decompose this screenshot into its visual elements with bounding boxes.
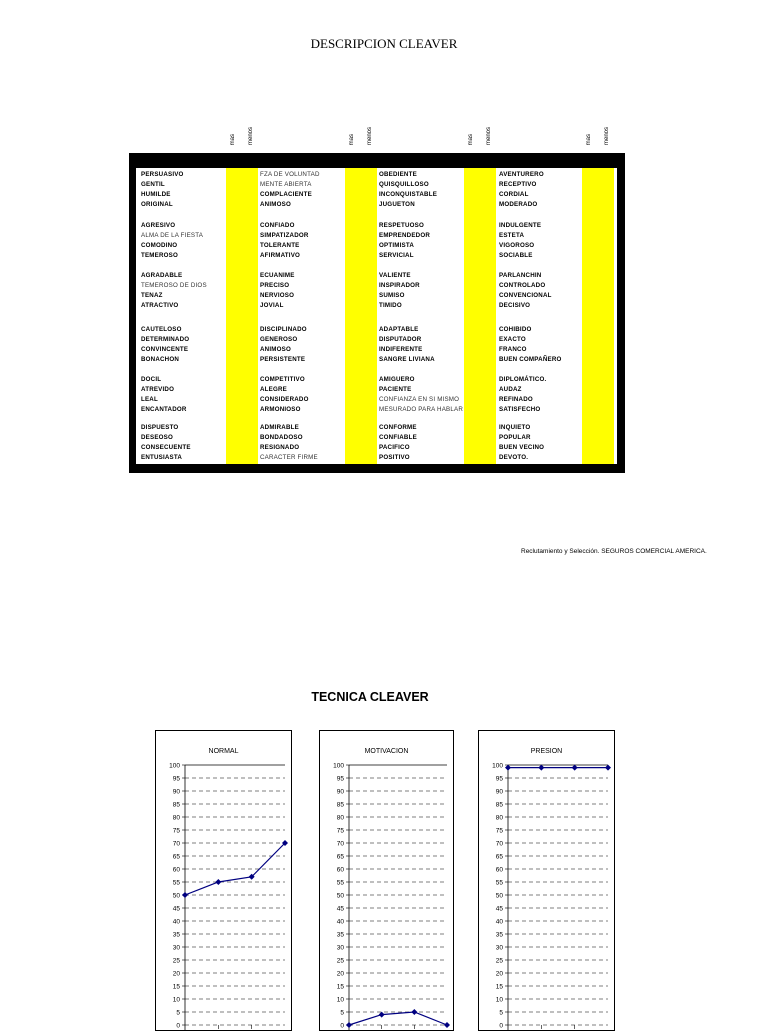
y-tick-label: 10 bbox=[336, 996, 344, 1004]
y-tick-label: 45 bbox=[336, 905, 344, 913]
adjective-word: INSPIRADOR bbox=[379, 282, 420, 289]
y-tick-label: 50 bbox=[336, 892, 344, 900]
y-tick-label: 70 bbox=[495, 840, 503, 848]
y-tick-label: 90 bbox=[172, 788, 180, 796]
y-tick-label: 75 bbox=[495, 827, 503, 835]
adjective-word: DECISIVO bbox=[499, 302, 531, 309]
adjective-word: JUGUETON bbox=[379, 201, 415, 208]
adjective-word: COHIBIDO bbox=[499, 326, 532, 333]
data-point bbox=[538, 765, 544, 771]
y-tick-label: 100 bbox=[333, 762, 344, 770]
adjective-word: ENCANTADOR bbox=[141, 406, 187, 413]
adjective-word: DISPUTADOR bbox=[379, 336, 422, 343]
adjective-word: VALIENTE bbox=[379, 272, 411, 279]
adjective-word: SERVICIAL bbox=[379, 252, 414, 259]
chart-plot bbox=[479, 731, 614, 1030]
adjective-word: RESIGNADO bbox=[260, 444, 300, 451]
y-tick-label: 20 bbox=[172, 970, 180, 978]
y-tick-label: 85 bbox=[336, 801, 344, 809]
adjective-word: BUEN COMPAÑERO bbox=[499, 356, 562, 363]
adjective-word: SIMPATIZADOR bbox=[260, 232, 309, 239]
data-point bbox=[572, 765, 578, 771]
y-tick-label: 75 bbox=[172, 827, 180, 835]
y-tick-label: 45 bbox=[495, 905, 503, 913]
y-tick-label: 5 bbox=[340, 1009, 344, 1017]
chart-plot bbox=[320, 731, 453, 1030]
y-tick-label: 100 bbox=[169, 762, 180, 770]
adjective-word: CONTROLADO bbox=[499, 282, 546, 289]
adjective-word: CARACTER FIRME bbox=[260, 454, 318, 461]
y-tick-label: 55 bbox=[495, 879, 503, 887]
adjective-word: ADAPTABLE bbox=[379, 326, 419, 333]
document-title: DESCRIPCION CLEAVER bbox=[310, 36, 458, 51]
y-tick-label: 80 bbox=[336, 814, 344, 822]
y-tick-label: 95 bbox=[336, 775, 344, 783]
y-tick-label: 40 bbox=[336, 918, 344, 926]
header-menos: menos bbox=[367, 127, 373, 146]
adjective-word: FRANCO bbox=[499, 346, 527, 353]
adjective-word: DISCIPLINADO bbox=[260, 326, 307, 333]
adjective-word: COMPLACIENTE bbox=[260, 191, 312, 198]
y-tick-label: 80 bbox=[172, 814, 180, 822]
adjective-word: HUMILDE bbox=[141, 191, 171, 198]
y-tick-label: 65 bbox=[172, 853, 180, 861]
y-tick-label: 30 bbox=[495, 944, 503, 952]
adjective-word: AUDAZ bbox=[499, 386, 522, 393]
adjective-word: ATRACTIVO bbox=[141, 302, 179, 309]
y-tick-label: 85 bbox=[172, 801, 180, 809]
y-tick-label: 35 bbox=[336, 931, 344, 939]
y-tick-label: 60 bbox=[495, 866, 503, 874]
y-tick-label: 10 bbox=[172, 996, 180, 1004]
y-tick-label: 35 bbox=[172, 931, 180, 939]
section-title: TECNICA CLEAVER bbox=[311, 690, 429, 704]
adjective-word: NERVIOSO bbox=[260, 292, 295, 299]
adjective-word: RECEPTIVO bbox=[499, 181, 537, 188]
footer-credit: Reclutamiento y Selección. SEGUROS COMERCIAL AMERICA. bbox=[521, 548, 707, 555]
adjective-word: PRECISO bbox=[260, 282, 290, 289]
adjective-word: PACIFICO bbox=[379, 444, 410, 451]
data-point bbox=[215, 879, 221, 885]
adjective-word: POPULAR bbox=[499, 434, 531, 441]
adjective-word: DIPLOMÁTICO. bbox=[499, 376, 547, 383]
adjective-word: INQUIETO bbox=[499, 424, 531, 431]
adjective-word: EMPRENDEDOR bbox=[379, 232, 431, 239]
y-tick-label: 15 bbox=[336, 983, 344, 991]
adjective-word: GENTIL bbox=[141, 181, 165, 188]
chart-title: PRESION bbox=[530, 748, 563, 755]
adjective-word: DOCIL bbox=[141, 376, 162, 383]
chart-motivacion bbox=[319, 730, 454, 1031]
header-mas: mas bbox=[230, 134, 236, 146]
adjective-word: DISPUESTO bbox=[141, 424, 179, 431]
y-tick-label: 90 bbox=[495, 788, 503, 796]
y-tick-label: 60 bbox=[336, 866, 344, 874]
adjective-word: QUISQUILLOSO bbox=[379, 181, 429, 188]
adjective-word: ESTETA bbox=[499, 232, 525, 239]
y-tick-label: 65 bbox=[336, 853, 344, 861]
y-tick-label: 75 bbox=[336, 827, 344, 835]
header-menos: menos bbox=[486, 127, 492, 146]
y-tick-label: 95 bbox=[172, 775, 180, 783]
adjective-word: CAUTELOSO bbox=[141, 326, 182, 333]
adjective-word: EXACTO bbox=[499, 336, 526, 343]
adjective-word: SUMISO bbox=[379, 292, 405, 299]
adjective-word: TENAZ bbox=[141, 292, 163, 299]
adjective-word: TEMEROSO bbox=[141, 252, 179, 259]
adjective-word: AGRESIVO bbox=[141, 222, 176, 229]
adjective-word: BUEN VECINO bbox=[499, 444, 545, 451]
yellow-answer-column[interactable] bbox=[582, 168, 614, 464]
y-tick-label: 0 bbox=[340, 1022, 344, 1030]
data-point bbox=[346, 1022, 352, 1028]
adjective-word: TOLERANTE bbox=[260, 242, 300, 249]
y-tick-label: 85 bbox=[495, 801, 503, 809]
adjective-word: DETERMINADO bbox=[141, 336, 190, 343]
adjective-word: TIMIDO bbox=[379, 302, 402, 309]
y-tick-label: 95 bbox=[495, 775, 503, 783]
y-tick-label: 80 bbox=[495, 814, 503, 822]
adjective-word: CONFORME bbox=[379, 424, 417, 431]
yellow-answer-column[interactable] bbox=[345, 168, 377, 464]
adjective-word: BONACHON bbox=[141, 356, 180, 363]
y-tick-label: 100 bbox=[492, 762, 503, 770]
y-tick-label: 30 bbox=[336, 944, 344, 952]
y-tick-label: 15 bbox=[495, 983, 503, 991]
yellow-answer-column[interactable] bbox=[226, 168, 258, 464]
y-tick-label: 30 bbox=[172, 944, 180, 952]
chart-title: NORMAL bbox=[208, 748, 239, 755]
adjective-word: ALMA DE LA FIESTA bbox=[141, 232, 204, 239]
y-tick-label: 60 bbox=[172, 866, 180, 874]
y-tick-label: 50 bbox=[172, 892, 180, 900]
y-tick-label: 35 bbox=[495, 931, 503, 939]
y-tick-label: 5 bbox=[499, 1009, 503, 1017]
adjective-word: SOCIABLE bbox=[499, 252, 533, 259]
adjective-word: AFIRMATIVO bbox=[260, 252, 301, 259]
adjective-word: RESPETUOSO bbox=[379, 222, 424, 229]
adjective-word: MENTE ABIERTA bbox=[260, 181, 312, 188]
chart-normal bbox=[155, 730, 292, 1031]
adjective-word: AMIGUERO bbox=[379, 376, 415, 383]
y-tick-label: 25 bbox=[172, 957, 180, 965]
data-point bbox=[411, 1009, 417, 1015]
adjective-word: ARMONIOSO bbox=[260, 406, 301, 413]
adjective-word: INDULGENTE bbox=[499, 222, 542, 229]
y-tick-label: 20 bbox=[495, 970, 503, 978]
adjective-word: LEAL bbox=[141, 396, 158, 403]
adjective-word: CORDIAL bbox=[499, 191, 529, 198]
adjective-word: FZA DE VOLUNTAD bbox=[260, 171, 320, 178]
adjective-word: INCONQUISTABLE bbox=[379, 191, 438, 198]
data-point bbox=[505, 765, 511, 771]
adjective-word: POSITIVO bbox=[379, 454, 410, 461]
adjective-word: SANGRE LIVIANA bbox=[379, 356, 435, 363]
adjective-word: CONVENCIONAL bbox=[499, 292, 552, 299]
y-tick-label: 15 bbox=[172, 983, 180, 991]
adjective-word: PERSUASIVO bbox=[141, 171, 184, 178]
adjective-word: JOVIAL bbox=[260, 302, 284, 309]
y-tick-label: 5 bbox=[176, 1009, 180, 1017]
adjective-word: DESEOSO bbox=[141, 434, 174, 441]
chart-presion bbox=[478, 730, 615, 1031]
adjective-word: CONSECUENTE bbox=[141, 444, 191, 451]
y-tick-label: 70 bbox=[336, 840, 344, 848]
adjective-word: SATISFECHO bbox=[499, 406, 541, 413]
y-tick-label: 20 bbox=[336, 970, 344, 978]
y-tick-label: 25 bbox=[336, 957, 344, 965]
data-point bbox=[379, 1012, 385, 1018]
adjective-word: ATREVIDO bbox=[141, 386, 175, 393]
y-tick-label: 55 bbox=[172, 879, 180, 887]
adjective-word: ANIMOSO bbox=[260, 346, 291, 353]
header-mas: mas bbox=[586, 134, 592, 146]
adjective-word: AGRADABLE bbox=[141, 272, 183, 279]
adjective-word: PARLANCHIN bbox=[499, 272, 542, 279]
chart-plot bbox=[156, 731, 291, 1030]
y-tick-label: 40 bbox=[172, 918, 180, 926]
adjective-word: DEVOTO. bbox=[499, 454, 529, 461]
adjective-word: BONDADOSO bbox=[260, 434, 303, 441]
header-menos: menos bbox=[248, 127, 254, 146]
chart-title: MOTIVACION bbox=[364, 748, 409, 755]
header-menos: menos bbox=[604, 127, 610, 146]
y-tick-label: 70 bbox=[172, 840, 180, 848]
data-point bbox=[444, 1022, 450, 1028]
adjective-word: AVENTURERO bbox=[499, 171, 544, 178]
adjective-word: OBEDIENTE bbox=[379, 171, 417, 178]
adjective-word: MODERADO bbox=[499, 201, 538, 208]
adjective-word: TEMEROSO DE DIOS bbox=[141, 282, 207, 289]
adjective-word: INDIFERENTE bbox=[379, 346, 423, 353]
adjective-word: PERSISTENTE bbox=[260, 356, 306, 363]
y-tick-label: 40 bbox=[495, 918, 503, 926]
adjective-word: REFINADO bbox=[499, 396, 533, 403]
adjective-word: VIGOROSO bbox=[499, 242, 535, 249]
adjective-word: CONFIADO bbox=[260, 222, 295, 229]
data-point bbox=[182, 892, 188, 898]
adjective-word: PACIENTE bbox=[379, 386, 412, 393]
y-tick-label: 45 bbox=[172, 905, 180, 913]
adjective-word: ENTUSIASTA bbox=[141, 454, 183, 461]
adjective-word: GENEROSO bbox=[260, 336, 298, 343]
adjective-word: OPTIMISTA bbox=[379, 242, 415, 249]
header-mas: mas bbox=[468, 134, 474, 146]
y-tick-label: 0 bbox=[499, 1022, 503, 1030]
adjective-word: ORIGINAL bbox=[141, 201, 173, 208]
data-point bbox=[605, 765, 611, 771]
header-mas: mas bbox=[349, 134, 355, 146]
y-tick-label: 25 bbox=[495, 957, 503, 965]
adjective-word: ECUANIME bbox=[260, 272, 295, 279]
y-tick-label: 90 bbox=[336, 788, 344, 796]
y-tick-label: 65 bbox=[495, 853, 503, 861]
y-tick-label: 55 bbox=[336, 879, 344, 887]
adjective-word: ADMIRABLE bbox=[260, 424, 299, 431]
series-line bbox=[349, 1012, 447, 1025]
y-tick-label: 50 bbox=[495, 892, 503, 900]
y-tick-label: 10 bbox=[495, 996, 503, 1004]
adjective-word: CONVINCENTE bbox=[141, 346, 189, 353]
adjective-word: CONFIABLE bbox=[379, 434, 417, 441]
adjective-word: CONSIDERADO bbox=[260, 396, 309, 403]
adjective-word: ANIMOSO bbox=[260, 201, 291, 208]
adjective-word: COMODINO bbox=[141, 242, 178, 249]
y-tick-label: 0 bbox=[176, 1022, 180, 1030]
adjective-word: CONFIANZA EN SI MISMO bbox=[379, 396, 460, 403]
adjective-word: ALEGRE bbox=[260, 386, 287, 393]
adjective-word: COMPETITIVO bbox=[260, 376, 305, 383]
yellow-answer-column[interactable] bbox=[464, 168, 496, 464]
adjective-word: MESURADO PARA HABLAR bbox=[379, 406, 463, 413]
